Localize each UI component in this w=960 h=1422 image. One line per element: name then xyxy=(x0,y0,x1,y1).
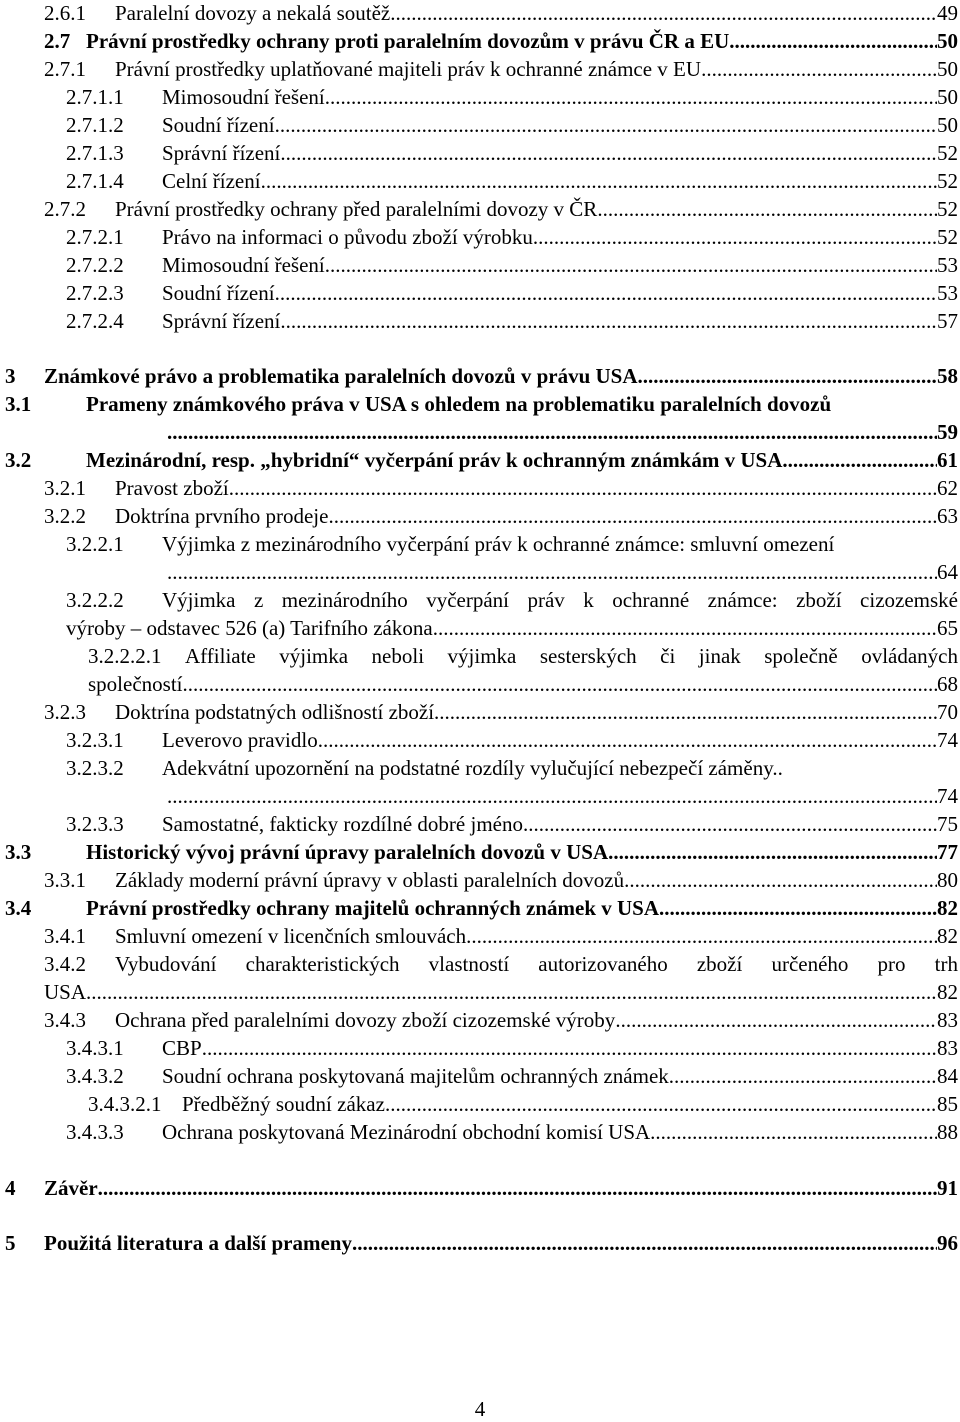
toc-title: Historický vývoj právní úpravy paralelních dovozů v USA xyxy=(86,840,609,864)
dot-leader xyxy=(167,419,937,445)
toc-title-continuation: společností xyxy=(88,672,183,696)
toc-page-number: 52 xyxy=(937,141,958,165)
toc-title: Smluvní omezení v licenčních smlouvách xyxy=(115,924,467,948)
toc-line xyxy=(44,923,958,949)
toc-page-number: 57 xyxy=(937,309,958,333)
toc-title: Doktrína podstatných odlišností zboží xyxy=(115,700,435,724)
dot-leader xyxy=(328,503,937,529)
toc-page-number: 74 xyxy=(937,784,958,808)
dot-leader xyxy=(533,224,937,250)
toc-page-number: 58 xyxy=(937,364,958,388)
dot-leader xyxy=(325,84,937,110)
toc-title: Známkové právo a problematika paralelních dovozů v právu USA xyxy=(44,364,638,388)
toc-line xyxy=(66,224,958,250)
toc-number: 2.7.1.3 xyxy=(66,141,124,165)
toc-line xyxy=(44,951,958,977)
toc-number: 3.4.1 xyxy=(44,924,86,948)
toc-number: 2.7.1.1 xyxy=(66,85,124,109)
dot-leader xyxy=(86,979,937,1005)
toc-title: Právní prostředky uplatňované majiteli práv k ochranné známce v EU xyxy=(115,57,702,81)
toc-page-number: 82 xyxy=(937,924,958,948)
dot-leader xyxy=(434,699,937,725)
dot-leader xyxy=(352,1230,937,1256)
toc-number: 3.2.2.2 xyxy=(66,588,124,612)
toc-title: Správní řízení xyxy=(162,309,281,333)
toc-page-number: 82 xyxy=(937,980,958,1004)
toc-line xyxy=(167,559,958,585)
toc-line xyxy=(44,475,958,501)
toc-number: 4 xyxy=(5,1176,16,1200)
dot-leader xyxy=(275,280,937,306)
toc-title: Mimosoudní řešení xyxy=(162,253,325,277)
toc-page-number: 64 xyxy=(937,560,958,584)
toc-line xyxy=(66,755,958,781)
toc-line xyxy=(167,419,958,445)
toc-title: Doktrína prvního prodeje xyxy=(115,504,329,528)
toc-line xyxy=(66,615,958,641)
toc-number: 2.7.1 xyxy=(44,57,86,81)
page-number: 4 xyxy=(474,1397,486,1421)
toc-number: 3.1 xyxy=(5,392,32,416)
toc-line xyxy=(5,391,958,417)
toc-title: Předběžný soudní zákaz xyxy=(182,1092,385,1116)
toc-line xyxy=(66,140,958,166)
toc-title: Právní prostředky ochrany majitelů ochranných známek v USA xyxy=(86,896,660,920)
dot-leader xyxy=(433,615,937,641)
toc-number: 2.6.1 xyxy=(44,1,86,25)
toc-line xyxy=(167,783,958,809)
dot-leader xyxy=(275,112,937,138)
toc-number: 3.2.3.2 xyxy=(66,756,124,780)
dot-leader xyxy=(523,811,937,837)
toc-title: Affiliate výjimka neboli výjimka sesterských či jinak společně ovládaných xyxy=(185,644,958,668)
toc-title: Mezinárodní, resp. „hybridní“ vyčerpání práv k ochranným známkám v USA xyxy=(86,448,783,472)
toc-title: Leverovo pravidlo xyxy=(162,728,318,752)
toc-line xyxy=(88,1091,958,1117)
dot-leader xyxy=(183,671,938,697)
toc-number: 3.2.2 xyxy=(44,504,86,528)
toc-line xyxy=(66,252,958,278)
toc-line xyxy=(44,867,958,893)
toc-title: Správní řízení xyxy=(162,141,281,165)
toc-line xyxy=(5,1230,958,1256)
toc-number: 3 xyxy=(5,364,16,388)
toc-number: 3.2.2.1 xyxy=(66,532,124,556)
toc-line xyxy=(44,1007,958,1033)
toc-line xyxy=(44,56,958,82)
toc-title: Ochrana poskytovaná Mezinárodní obchodní komisí USA xyxy=(162,1120,651,1144)
toc-page-number: 49 xyxy=(937,1,958,25)
toc-line xyxy=(66,84,958,110)
toc-title: Výjimka z mezinárodního vyčerpání práv k ochranné známce: smluvní omezení xyxy=(162,532,835,556)
toc-page-number: 50 xyxy=(937,29,958,53)
toc-number: 3.4.3.1 xyxy=(66,1036,124,1060)
toc-line xyxy=(44,699,958,725)
toc-page-number: 88 xyxy=(937,1120,958,1144)
toc-line xyxy=(5,363,958,389)
toc-number: 2.7.2.3 xyxy=(66,281,124,305)
dot-leader xyxy=(650,1119,937,1145)
dot-leader xyxy=(167,783,937,809)
dot-leader xyxy=(729,28,937,54)
toc-line xyxy=(66,811,958,837)
toc-line xyxy=(88,671,958,697)
toc-line xyxy=(66,112,958,138)
toc-line xyxy=(44,28,958,54)
toc-title: Ochrana před paralelními dovozy zboží cizozemské výroby xyxy=(115,1008,616,1032)
toc-title: Závěr xyxy=(44,1176,98,1200)
toc-page-number: 85 xyxy=(937,1092,958,1116)
dot-leader xyxy=(608,839,937,865)
toc-title-continuation: výroby – odstavec 526 (a) Tarifního zákona xyxy=(66,616,433,640)
toc-number: 3.2.3.1 xyxy=(66,728,124,752)
dot-leader xyxy=(597,196,937,222)
toc-line xyxy=(5,895,958,921)
toc-line xyxy=(66,1035,958,1061)
toc-number: 2.7.2 xyxy=(44,197,86,221)
dot-leader xyxy=(615,1007,937,1033)
dot-leader xyxy=(318,727,937,753)
toc-number: 3.2.2.2.1 xyxy=(88,644,162,668)
dot-leader xyxy=(659,895,937,921)
toc-page-number: 96 xyxy=(937,1231,958,1255)
toc-title: Soudní řízení xyxy=(162,281,275,305)
toc-number: 3.2.1 xyxy=(44,476,86,500)
toc-number: 3.4 xyxy=(5,896,32,920)
toc-number: 3.4.3.3 xyxy=(66,1120,124,1144)
toc-title: Adekvátní upozornění na podstatné rozdíly vylučující nebezpečí záměny.. xyxy=(162,756,783,780)
toc-line xyxy=(66,280,958,306)
toc-title: Paralelní dovozy a nekalá soutěž xyxy=(115,1,391,25)
toc-number: 3.4.3 xyxy=(44,1008,86,1032)
toc-line xyxy=(44,196,958,222)
toc-page-number: 63 xyxy=(937,504,958,528)
toc-page-number: 53 xyxy=(937,253,958,277)
toc-page-number: 91 xyxy=(937,1176,958,1200)
toc-title: Prameny známkového práva v USA s ohledem na problematiku paralelních dovozů xyxy=(86,392,832,416)
dot-leader xyxy=(390,0,937,26)
toc-line xyxy=(5,839,958,865)
toc-number: 2.7.1.2 xyxy=(66,113,124,137)
toc-page-number: 52 xyxy=(937,169,958,193)
toc-line xyxy=(44,979,958,1005)
toc-title: Právní prostředky ochrany před paralelními dovozy v ČR xyxy=(115,197,598,221)
toc-number: 3.3 xyxy=(5,840,32,864)
dot-leader xyxy=(385,1091,937,1117)
toc-title: Pravost zboží xyxy=(115,476,229,500)
toc-page-number: 50 xyxy=(937,85,958,109)
toc-page-number: 52 xyxy=(937,197,958,221)
toc-title: Právní prostředky ochrany proti paralelním dovozům v právu ČR a EU xyxy=(86,29,730,53)
toc-page-number: 75 xyxy=(937,812,958,836)
toc-line xyxy=(5,447,958,473)
toc-title: Základy moderní právní úpravy v oblasti paralelních dovozů xyxy=(115,868,625,892)
toc-number: 3.4.3.2 xyxy=(66,1064,124,1088)
dot-leader xyxy=(701,56,937,82)
dot-leader xyxy=(466,923,937,949)
toc-page-number: 52 xyxy=(937,225,958,249)
toc-title: Samostatné, fakticky rozdílné dobré jméno xyxy=(162,812,523,836)
toc-line xyxy=(66,531,958,557)
toc-page-number: 50 xyxy=(937,57,958,81)
toc-number: 5 xyxy=(5,1231,16,1255)
dot-leader xyxy=(202,1035,937,1061)
toc-line xyxy=(66,727,958,753)
dot-leader xyxy=(638,363,937,389)
toc-title: Celní řízení xyxy=(162,169,261,193)
toc-page-number: 65 xyxy=(937,616,958,640)
toc-line xyxy=(66,587,958,613)
toc-number: 3.2.3.3 xyxy=(66,812,124,836)
toc-title-continuation: USA xyxy=(44,980,87,1004)
toc-page-number: 83 xyxy=(937,1036,958,1060)
toc-number: 3.4.3.2.1 xyxy=(88,1092,162,1116)
toc-title: Použitá literatura a další prameny xyxy=(44,1231,352,1255)
toc-line xyxy=(5,1175,958,1201)
toc-page-number: 68 xyxy=(937,672,958,696)
toc-page-number: 82 xyxy=(937,896,958,920)
toc-page-number: 74 xyxy=(937,728,958,752)
toc-number: 3.2.3 xyxy=(44,700,86,724)
dot-leader xyxy=(280,140,937,166)
toc-line xyxy=(66,1119,958,1145)
toc-number: 2.7.2.4 xyxy=(66,309,124,333)
toc-page-number: 53 xyxy=(937,281,958,305)
dot-leader xyxy=(229,475,937,501)
dot-leader xyxy=(669,1063,937,1089)
toc-page-number: 50 xyxy=(937,113,958,137)
toc-title: Mimosoudní řešení xyxy=(162,85,325,109)
toc-title: Výjimka z mezinárodního vyčerpání práv k ochranné známce: zboží cizozemské xyxy=(162,588,958,612)
toc-line xyxy=(66,308,958,334)
dot-leader xyxy=(782,447,937,473)
dot-leader xyxy=(98,1175,937,1201)
toc-number: 3.2 xyxy=(5,448,32,472)
toc-number: 2.7 xyxy=(44,29,71,53)
toc-title: Soudní řízení xyxy=(162,113,275,137)
dot-leader xyxy=(280,308,937,334)
toc-line xyxy=(44,503,958,529)
toc-line xyxy=(66,168,958,194)
toc-number: 2.7.2.1 xyxy=(66,225,124,249)
toc-title: Soudní ochrana poskytovaná majitelům ochranných známek xyxy=(162,1064,669,1088)
toc-page-number: 62 xyxy=(937,476,958,500)
toc-number: 3.4.2 xyxy=(44,952,86,976)
dot-leader xyxy=(167,559,937,585)
toc-page-number: 77 xyxy=(937,840,958,864)
toc-page-number: 59 xyxy=(937,420,958,444)
dot-leader xyxy=(325,252,937,278)
dot-leader xyxy=(624,867,937,893)
toc-page-number: 70 xyxy=(937,700,958,724)
toc-number: 2.7.1.4 xyxy=(66,169,124,193)
toc-page-number: 84 xyxy=(937,1064,958,1088)
toc-page-number: 61 xyxy=(937,448,958,472)
toc-line xyxy=(88,643,958,669)
toc-title: Právo na informaci o původu zboží výrobku xyxy=(162,225,533,249)
toc-number: 3.3.1 xyxy=(44,868,86,892)
toc-page-number: 80 xyxy=(937,868,958,892)
toc-title: CBP xyxy=(162,1036,202,1060)
toc-line xyxy=(66,1063,958,1089)
dot-leader xyxy=(261,168,937,194)
toc-title: Vybudování charakteristických vlastností autorizovaného zboží určeného pro trh xyxy=(115,952,958,976)
toc-number: 2.7.2.2 xyxy=(66,253,124,277)
toc-line xyxy=(44,0,958,26)
toc-page-number: 83 xyxy=(937,1008,958,1032)
